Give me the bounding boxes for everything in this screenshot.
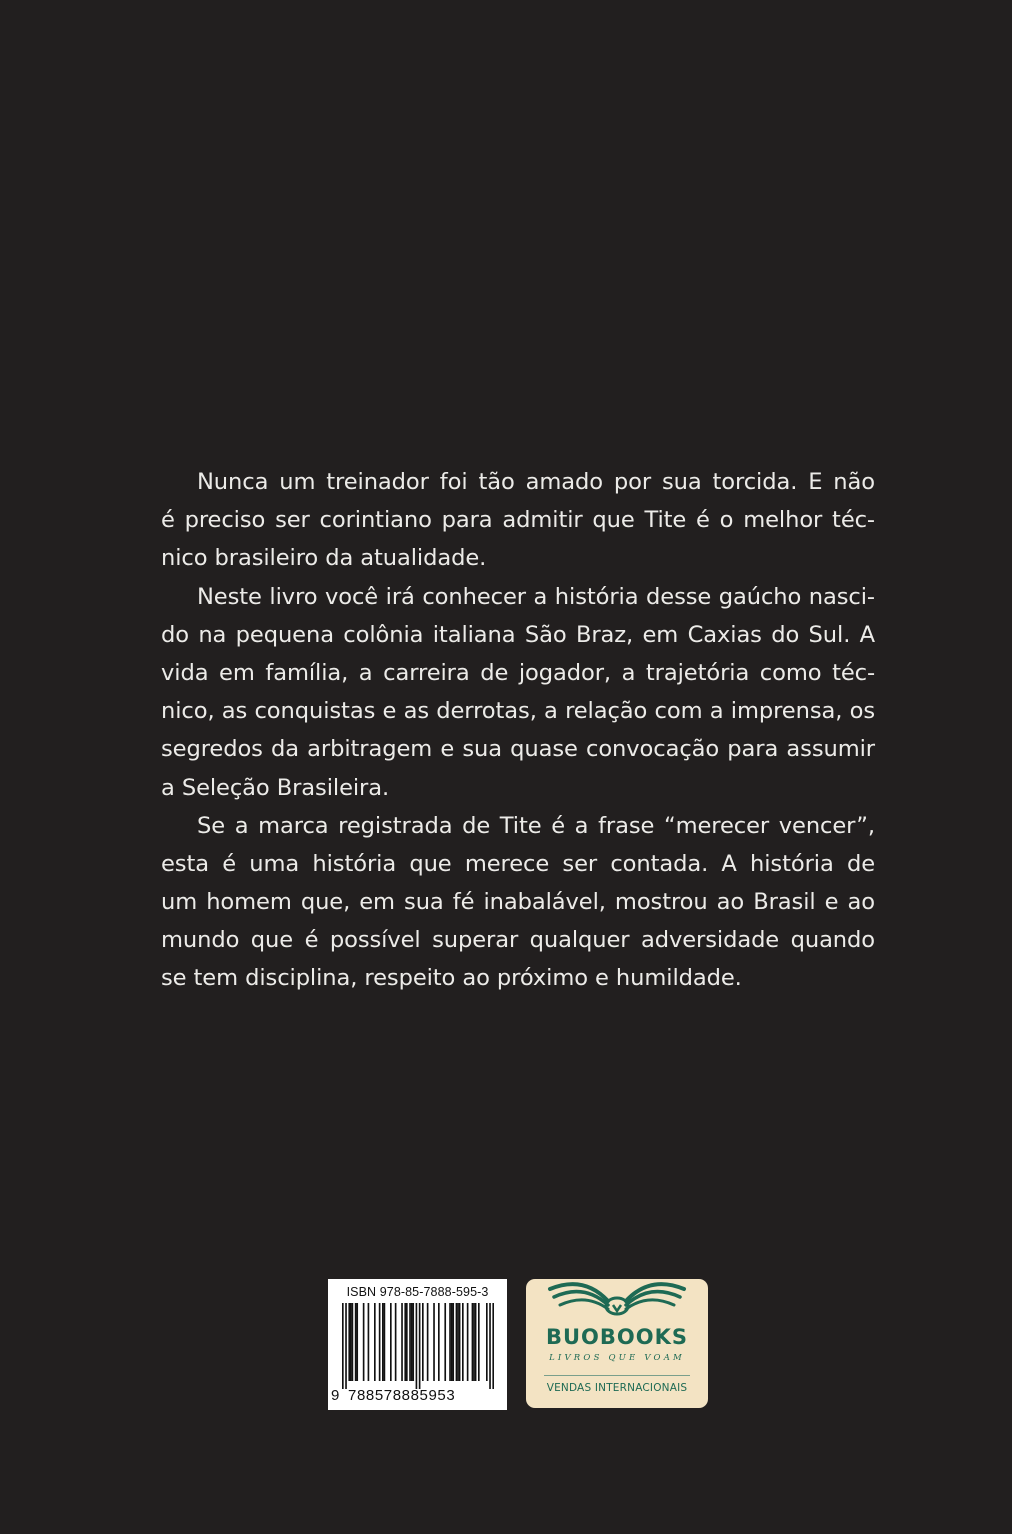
logo-divider xyxy=(544,1375,690,1376)
barcode-bar xyxy=(416,1303,418,1389)
barcode-bar xyxy=(449,1303,451,1381)
barcode-bar xyxy=(374,1303,376,1381)
barcode-bar xyxy=(395,1303,397,1381)
blurb-line: do na pequena colônia italiana São Braz, em Caxias do Sul. A xyxy=(161,621,875,648)
blurb-line: nico, as conquistas e as derrotas, a relação com a imprensa, os xyxy=(161,698,875,725)
barcode-bar xyxy=(348,1303,350,1381)
barcode-bar xyxy=(356,1303,358,1381)
barcode-bar xyxy=(404,1303,406,1381)
blurb-line: mundo que é possível superar qualquer adversidade quando xyxy=(161,927,875,954)
blurb-line: Se a marca registrada de Tite é a frase “merecer vencer”, xyxy=(197,812,875,839)
barcode-bar xyxy=(406,1303,408,1381)
barcode-bar xyxy=(363,1303,365,1381)
owl-wings-icon xyxy=(544,1275,690,1323)
barcode-bars xyxy=(342,1303,494,1389)
barcode-bar xyxy=(475,1303,477,1381)
barcode-bar xyxy=(462,1303,464,1381)
barcode-bar xyxy=(472,1303,474,1381)
barcode-bar xyxy=(355,1303,357,1381)
barcode-bar xyxy=(401,1303,403,1381)
barcode-bar xyxy=(390,1303,392,1381)
barcode-bar xyxy=(467,1303,469,1381)
blurb-line: se tem disciplina, respeito ao próximo e humildade. xyxy=(161,965,742,992)
barcode-bar xyxy=(478,1303,480,1381)
blurb-line: Nunca um treinador foi tão amado por sua torcida. E não xyxy=(197,469,875,495)
barcode-bar xyxy=(411,1303,413,1381)
barcode-bar xyxy=(382,1303,384,1381)
barcode-bar xyxy=(492,1303,494,1389)
barcode-bar xyxy=(409,1303,411,1381)
blurb-paragraph xyxy=(161,807,875,998)
barcode-bar xyxy=(438,1303,440,1381)
barcode-bar xyxy=(451,1303,453,1381)
barcode-bar xyxy=(412,1303,414,1381)
blurb-line: segredos da arbitragem e sua quase convocação para assumir xyxy=(161,736,875,763)
ean-first-digit: 9 xyxy=(331,1387,340,1404)
barcode-bar xyxy=(489,1303,491,1389)
barcode-bar xyxy=(419,1303,421,1389)
barcode-bar xyxy=(459,1303,461,1381)
publisher-logo xyxy=(526,1279,708,1408)
blurb-line: um homem que, em sua fé inabalável, mostrou ao Brasil e ao xyxy=(161,889,875,916)
barcode-bar xyxy=(342,1303,344,1389)
barcode-bar xyxy=(350,1303,352,1381)
blurb-line: vida em família, a carreira de jogador, a trajetória como téc- xyxy=(161,659,875,686)
barcode-bar xyxy=(433,1303,435,1381)
barcode-bar xyxy=(368,1303,370,1381)
blurb-line: a Seleção Brasileira. xyxy=(161,774,390,801)
publisher-name: BUOBOOKS xyxy=(545,1325,689,1349)
barcode-bar xyxy=(345,1303,347,1389)
barcode-bar xyxy=(456,1303,458,1381)
barcode-bar xyxy=(457,1303,459,1381)
barcode-bar xyxy=(384,1303,386,1381)
isbn-label: ISBN 978-85-7888-595-3 xyxy=(346,1285,489,1299)
barcode-bar xyxy=(422,1303,424,1381)
barcode-bar xyxy=(473,1303,475,1381)
barcode-bar xyxy=(427,1303,429,1381)
blurb-paragraph xyxy=(161,463,875,578)
blurb-line: é preciso ser corintiano para admitir que Tite é o melhor téc- xyxy=(161,507,875,534)
barcode-bar xyxy=(352,1303,354,1381)
blurb-line: esta é uma história que merece ser contada. A história de xyxy=(161,850,875,877)
publisher-tagline: LIVROS QUE VOAM xyxy=(549,1353,685,1363)
barcode-bar xyxy=(379,1303,381,1381)
barcode-bar xyxy=(452,1303,454,1381)
international-sales-label: VENDAS INTERNACIONAIS xyxy=(546,1382,688,1394)
blurb-line: nico brasileiro da atualidade. xyxy=(161,545,487,572)
blurb-paragraph xyxy=(161,578,875,807)
back-cover-blurb xyxy=(161,463,875,998)
ean-digits: 788578885953 xyxy=(348,1387,456,1404)
blurb-line: Neste livro você irá conhecer a história desse gaúcho nasci- xyxy=(197,583,875,610)
barcode-bar xyxy=(486,1303,488,1381)
barcode-bar xyxy=(444,1303,446,1381)
isbn-barcode xyxy=(328,1279,507,1410)
